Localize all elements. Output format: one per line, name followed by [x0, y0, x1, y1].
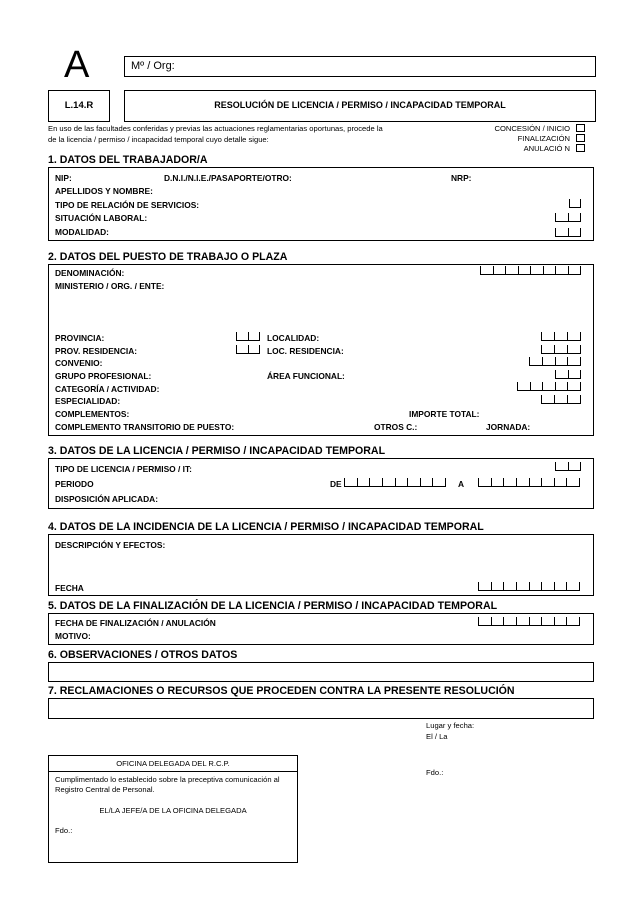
form-title-box: [124, 90, 596, 122]
digit-tick: [445, 478, 446, 486]
digit-tick: [555, 382, 556, 390]
office-title-divider: [48, 771, 298, 772]
digit-tick: [541, 332, 542, 340]
digit-tick: [579, 582, 580, 590]
loc-residencia-field[interactable]: [541, 346, 581, 354]
digit-tick: [567, 357, 568, 365]
digit-tick: [529, 582, 530, 590]
digit-tick: [543, 266, 544, 274]
localidad-field[interactable]: [541, 333, 581, 341]
descripcion-label: DESCRIPCIÓN Y EFECTOS:: [55, 540, 166, 550]
digit-tick: [478, 617, 479, 625]
option-finalizacion-label: FINALIZACIÓN: [517, 134, 570, 143]
digit-tick: [580, 228, 581, 236]
digit-tick: [554, 395, 555, 403]
section-5-title: 5. DATOS DE LA FINALIZACIÓN DE LA LICENCIA / PERMISO / INCAPACIDAD TEMPORAL: [48, 600, 498, 612]
digit-tick: [357, 478, 358, 486]
digit-tick: [420, 478, 421, 486]
provincia-field[interactable]: [236, 333, 260, 341]
digit-tick: [567, 345, 568, 353]
denominacion-label: DENOMINACIÓN:: [55, 268, 125, 278]
digit-tick: [541, 582, 542, 590]
situacion-field[interactable]: [555, 214, 581, 222]
ministerio-label: MINISTERIO / ORG. / ENTE:: [55, 281, 165, 291]
especialidad-label: ESPECIALIDAD:: [55, 396, 121, 406]
digit-tick: [407, 478, 408, 486]
digit-tick: [568, 213, 569, 221]
option-finalizacion-checkbox[interactable]: [576, 134, 585, 142]
intro-line-2: de la licencia / permiso / incapacidad temporal cuyo detalle sigue:: [48, 135, 269, 144]
digit-tick: [344, 478, 345, 486]
digit-tick: [580, 395, 581, 403]
option-concesion-checkbox[interactable]: [576, 124, 585, 132]
digit-tick: [555, 370, 556, 378]
digit-tick: [491, 617, 492, 625]
digit-tick: [566, 582, 567, 590]
office-text-1: Cumplimentado lo establecido sobre la preceptiva comunicación al: [55, 775, 280, 784]
periodo-label: PERIODO: [55, 479, 94, 489]
digit-tick: [478, 478, 479, 486]
convenio-label: CONVENIO:: [55, 358, 103, 368]
area-field[interactable]: [555, 371, 581, 379]
modalidad-field[interactable]: [555, 229, 581, 237]
otros-label: OTROS C.:: [374, 422, 418, 432]
option-concesion-label: CONCESIÓN / INICIO: [494, 124, 570, 133]
fecha-fin-label: FECHA DE FINALIZACIÓN / ANULACIÓN: [55, 618, 216, 628]
section-1-title: 1. DATOS DEL TRABAJADOR/A: [48, 154, 208, 166]
intro-line-1: En uso de las facultades conferidas y previas las actuaciones reglamentarias oportunas, procede la: [48, 124, 383, 133]
digit-tick: [555, 213, 556, 221]
digit-tick: [580, 199, 581, 207]
nrp-label: NRP:: [451, 173, 472, 183]
digit-tick: [248, 345, 249, 353]
digit-tick: [554, 617, 555, 625]
grupo-label: GRUPO PROFESIONAL:: [55, 371, 152, 381]
office-fdo-label: Fdo.:: [55, 826, 73, 835]
digit-tick: [568, 370, 569, 378]
digit-tick: [529, 478, 530, 486]
digit-tick: [580, 370, 581, 378]
situacion-label: SITUACIÓN LABORAL:: [55, 213, 148, 223]
section-7-title: 7. RECLAMACIONES O RECURSOS QUE PROCEDEN CONTRA LA PRESENTE RESOLUCIÓN: [48, 685, 515, 697]
motivo-label: MOTIVO:: [55, 631, 91, 641]
categoria-field[interactable]: [517, 383, 581, 391]
option-anulacion-label: ANULACIÓ N: [523, 144, 570, 153]
digit-tick: [432, 478, 433, 486]
digit-tick: [517, 382, 518, 390]
office-title: OFICINA DELEGADA DEL R.C.P.: [116, 759, 230, 768]
form-letter: A: [64, 44, 90, 86]
digit-tick: [568, 462, 569, 470]
categoria-label: CATEGORÍA / ACTIVIDAD:: [55, 384, 160, 394]
digit-tick: [505, 266, 506, 274]
fecha-fin-field[interactable]: [478, 618, 580, 626]
digit-tick: [516, 478, 517, 486]
digit-tick: [503, 582, 504, 590]
digit-tick: [480, 266, 481, 274]
office-jefe-label: EL/LA JEFE/A DE LA OFICINA DELEGADA: [99, 806, 247, 815]
digit-tick: [259, 345, 260, 353]
digit-tick: [568, 228, 569, 236]
digit-tick: [555, 228, 556, 236]
complemento-transitorio-label: COMPLEMENTO TRANSITORIO DE PUESTO:: [55, 422, 235, 432]
digit-tick: [579, 617, 580, 625]
digit-tick: [542, 382, 543, 390]
digit-tick: [555, 357, 556, 365]
digit-tick: [554, 332, 555, 340]
form-code: L.14.R: [64, 100, 94, 111]
org-field[interactable]: [124, 56, 596, 77]
tipo-relacion-label: TIPO DE RELACIÓN DE SERVICIOS:: [55, 200, 200, 210]
tipo-licencia-label: TIPO DE LICENCIA / PERMISO / IT:: [55, 464, 192, 474]
lugar-fecha-label: Lugar y fecha:: [426, 721, 475, 730]
digit-tick: [369, 478, 370, 486]
digit-tick: [580, 332, 581, 340]
digit-tick: [554, 345, 555, 353]
periodo-de-label: DE: [330, 479, 342, 489]
periodo-a-label: A: [458, 479, 465, 489]
digit-tick: [478, 582, 479, 590]
digit-tick: [541, 345, 542, 353]
digit-tick: [580, 345, 581, 353]
digit-tick: [580, 382, 581, 390]
importe-label: IMPORTE TOTAL:: [409, 409, 480, 419]
provincia-label: PROVINCIA:: [55, 333, 105, 343]
prov-residencia-label: PROV. RESIDENCIA:: [55, 346, 138, 356]
prov-residencia-field[interactable]: [236, 346, 260, 354]
tipo-relacion-field[interactable]: [569, 200, 581, 208]
digit-tick: [503, 478, 504, 486]
digit-tick: [491, 582, 492, 590]
org-label: Mº / Org:: [131, 60, 175, 72]
digit-tick: [555, 462, 556, 470]
periodo-de-field[interactable]: [344, 479, 446, 487]
periodo-a-field[interactable]: [478, 479, 580, 487]
convenio-field[interactable]: [529, 358, 581, 366]
digit-tick: [554, 582, 555, 590]
digit-tick: [248, 332, 249, 340]
digit-tick: [503, 617, 504, 625]
option-anulacion-checkbox[interactable]: [576, 144, 585, 152]
apellidos-label: APELLIDOS Y NOMBRE:: [55, 186, 153, 196]
digit-tick: [568, 266, 569, 274]
digit-tick: [567, 395, 568, 403]
area-label: ÁREA FUNCIONAL:: [267, 371, 345, 381]
digit-tick: [566, 617, 567, 625]
section-6-title: 6. OBSERVACIONES / OTROS DATOS: [48, 649, 238, 661]
reclamaciones-field[interactable]: [48, 698, 594, 719]
digit-tick: [541, 478, 542, 486]
localidad-label: LOCALIDAD:: [267, 333, 320, 343]
tipo-licencia-field[interactable]: [555, 463, 581, 471]
digit-tick: [236, 345, 237, 353]
digit-tick: [529, 617, 530, 625]
nip-label: NIP:: [55, 173, 72, 183]
digit-tick: [579, 478, 580, 486]
form-code-box: [48, 90, 110, 122]
disposicion-label: DISPOSICIÓN APLICADA:: [55, 494, 158, 504]
section-3-title: 3. DATOS DE LA LICENCIA / PERMISO / INCAPACIDAD TEMPORAL: [48, 445, 386, 457]
digit-tick: [580, 266, 581, 274]
modalidad-label: MODALIDAD:: [55, 227, 109, 237]
digit-tick: [395, 478, 396, 486]
digit-tick: [555, 266, 556, 274]
jornada-label: JORNADA:: [486, 422, 531, 432]
digit-tick: [542, 357, 543, 365]
el-la-label: El / La: [426, 732, 448, 741]
digit-tick: [541, 395, 542, 403]
observaciones-field[interactable]: [48, 662, 594, 682]
digit-tick: [516, 582, 517, 590]
digit-tick: [567, 382, 568, 390]
digit-tick: [580, 462, 581, 470]
loc-residencia-label: LOC. RESIDENCIA:: [267, 346, 344, 356]
denominacion-field[interactable]: [480, 267, 581, 275]
digit-tick: [580, 357, 581, 365]
complementos-label: COMPLEMENTOS:: [55, 409, 130, 419]
digit-tick: [518, 266, 519, 274]
digit-tick: [541, 617, 542, 625]
digit-tick: [580, 213, 581, 221]
form-title: RESOLUCIÓN DE LICENCIA / PERMISO / INCAPACIDAD TEMPORAL: [214, 100, 506, 110]
signature-fdo-label: Fdo.:: [426, 768, 444, 777]
digit-tick: [382, 478, 383, 486]
office-text-2: Registro Central de Personal.: [55, 785, 155, 794]
digit-tick: [567, 332, 568, 340]
digit-tick: [529, 357, 530, 365]
fecha-incidencia-label: FECHA: [55, 583, 84, 593]
fecha-incidencia-field[interactable]: [478, 583, 580, 591]
digit-tick: [493, 266, 494, 274]
section-4-title: 4. DATOS DE LA INCIDENCIA DE LA LICENCIA / PERMISO / INCAPACIDAD TEMPORAL: [48, 521, 484, 533]
digit-tick: [516, 617, 517, 625]
digit-tick: [530, 382, 531, 390]
digit-tick: [236, 332, 237, 340]
digit-tick: [491, 478, 492, 486]
digit-tick: [566, 478, 567, 486]
dni-label: D.N.I./N.I.E./PASAPORTE/OTRO:: [164, 173, 292, 183]
especialidad-field[interactable]: [541, 396, 581, 404]
digit-tick: [259, 332, 260, 340]
digit-tick: [530, 266, 531, 274]
section-2-title: 2. DATOS DEL PUESTO DE TRABAJO O PLAZA: [48, 251, 288, 263]
digit-tick: [554, 478, 555, 486]
digit-tick: [569, 199, 570, 207]
